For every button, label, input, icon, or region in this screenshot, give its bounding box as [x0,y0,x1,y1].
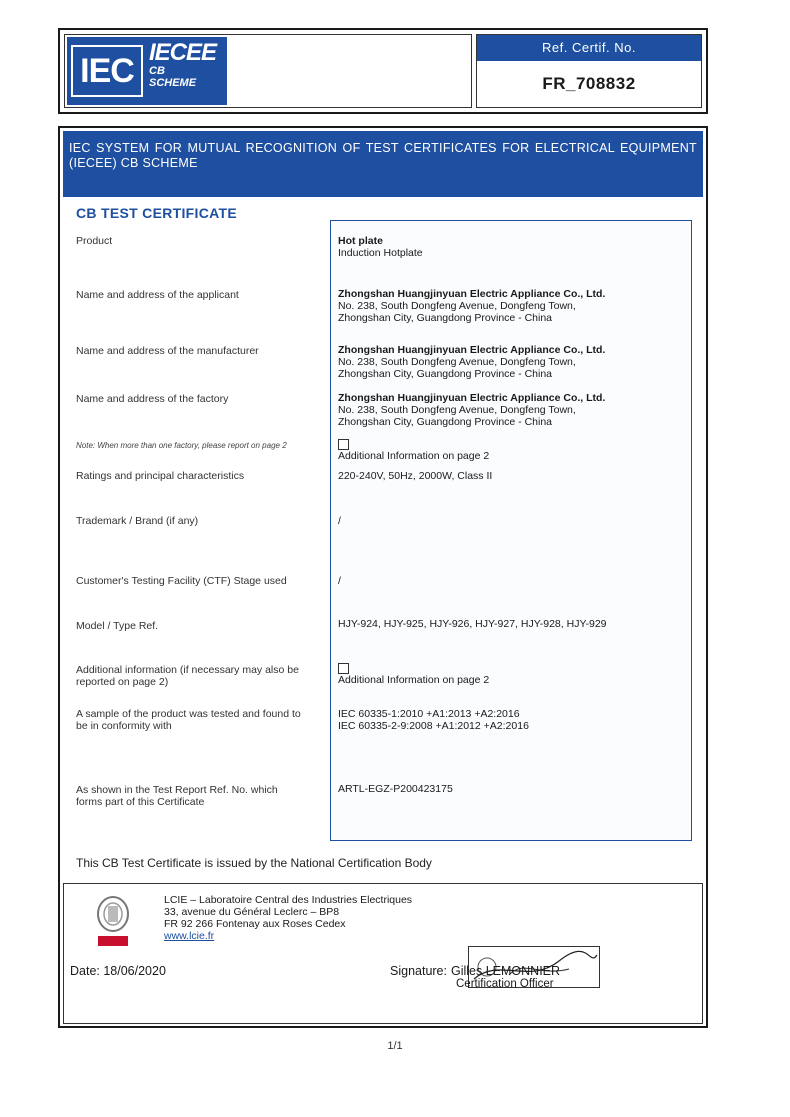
conformity-label-line1: A sample of the product was tested and found to [76,708,301,720]
product-value [338,235,688,259]
factory-address-line1: No. 238, South Dongfeng Avenue, Dongfeng Town, [338,404,576,416]
test-report-label-line2: forms part of this Certificate [76,796,205,808]
factory-name: Zhongshan Huangjinyuan Electric Appliance Co., Ltd. [338,392,606,404]
conformity-label-line2: be in conformity with [76,720,172,732]
certificate-title: CB TEST CERTIFICATE [76,205,237,221]
ncb-address [164,894,412,942]
applicant-value [338,288,688,324]
page-number: 1/1 [387,1040,403,1052]
signature-block [390,964,560,990]
iec-iecee-logo [67,37,227,105]
ctf-label: Customer's Testing Facility (CTF) Stage used [76,575,287,587]
model-value: HJY-924, HJY-925, HJY-926, HJY-927, HJY-928, HJY-929 [338,618,607,630]
issue-date: Date: 18/06/2020 [70,964,166,978]
ref-certificate-label: Ref. Certif. No. [477,35,701,61]
ncb-name: LCIE – Laboratoire Central des Industries Electriques [164,894,413,906]
iecee-cb-scheme-logo [149,41,225,101]
iecee-banner: IEC SYSTEM FOR MUTUAL RECOGNITION OF TEST CERTIFICATES FOR ELECTRICAL EQUIPMENT (IECEE) CB SCHEME [63,131,703,197]
manufacturer-value [338,344,688,380]
ncb-website-link[interactable]: www.lcie.fr [164,930,215,942]
applicant-address-line2: Zhongshan City, Guangdong Province - China [338,312,553,324]
certificate-header [58,28,708,114]
checkbox-icon[interactable] [338,439,349,450]
signatory-title: Certification Officer [456,978,554,990]
factory-note-value [338,439,688,462]
trademark-value: / [338,515,341,527]
ref-certificate-number: FR_708832 [542,74,636,93]
model-label: Model / Type Ref. [76,620,159,632]
trademark-label: Trademark / Brand (if any) [76,515,199,527]
ctf-value: / [338,575,341,587]
certificate-body [58,126,708,1028]
manufacturer-address-line1: No. 238, South Dongfeng Avenue, Dongfeng Town, [338,356,576,368]
factory-note-text: Additional Information on page 2 [338,450,490,462]
manufacturer-label: Name and address of the manufacturer [76,345,259,357]
ref-certificate-box [476,34,702,108]
product-label: Product [76,235,113,247]
test-report-label-line1: As shown in the Test Report Ref. No. which [76,784,278,796]
factory-label: Name and address of the factory [76,393,229,405]
checkbox-icon[interactable] [338,663,349,674]
factory-address-line2: Zhongshan City, Guangdong Province - China [338,416,553,428]
lcie-logo-icon [94,894,132,948]
ratings-value: 220-240V, 50Hz, 2000W, Class II [338,470,493,482]
ncb-city: FR 92 266 Fontenay aux Roses Cedex [164,918,346,930]
cb-logo-text: CB [149,65,165,77]
factory-note-label: Note: When more than one factory, please report on page 2 [76,441,287,450]
conformity-label [76,708,326,732]
test-report-label [76,784,326,808]
iecee-logo-text: IECEE [149,39,217,66]
ratings-label: Ratings and principal characteristics [76,470,245,482]
additional-info-label [76,664,326,688]
additional-info-text: Additional Information on page 2 [338,674,490,686]
test-report-number: ARTL-EGZ-P200423175 [338,783,453,795]
additional-info-value [338,663,688,686]
applicant-address-line1: No. 238, South Dongfeng Avenue, Dongfeng Town, [338,300,576,312]
signature-label: Signature: [390,964,447,978]
product-line1: Hot plate [338,235,383,247]
additional-info-label-line1: Additional information (if necessary may also be [76,664,299,676]
additional-info-label-line2: reported on page 2) [76,676,169,688]
applicant-name: Zhongshan Huangjinyuan Electric Appliance Co., Ltd. [338,288,606,300]
applicant-label: Name and address of the applicant [76,289,239,301]
logo-area [64,34,472,108]
standard-line1: IEC 60335-1:2010 +A1:2013 +A2:2016 [338,708,520,720]
factory-value [338,392,688,428]
ncb-street: 33, avenue du Général Leclerc – BP8 [164,906,340,918]
conformity-standards [338,708,688,732]
manufacturer-address-line2: Zhongshan City, Guangdong Province - China [338,368,553,380]
standard-line2: IEC 60335-2-9:2008 +A1:2012 +A2:2016 [338,720,529,732]
product-line2: Induction Hotplate [338,247,423,259]
issued-by-text: This CB Test Certificate is issued by the National Certification Body [76,856,432,870]
signatory-name: Gilles LEMONNIER [450,964,561,978]
ncb-section [63,883,703,1024]
manufacturer-name: Zhongshan Huangjinyuan Electric Appliance Co., Ltd. [338,344,606,356]
scheme-logo-text: SCHEME [149,77,197,89]
iec-logo: IEC [71,45,143,97]
